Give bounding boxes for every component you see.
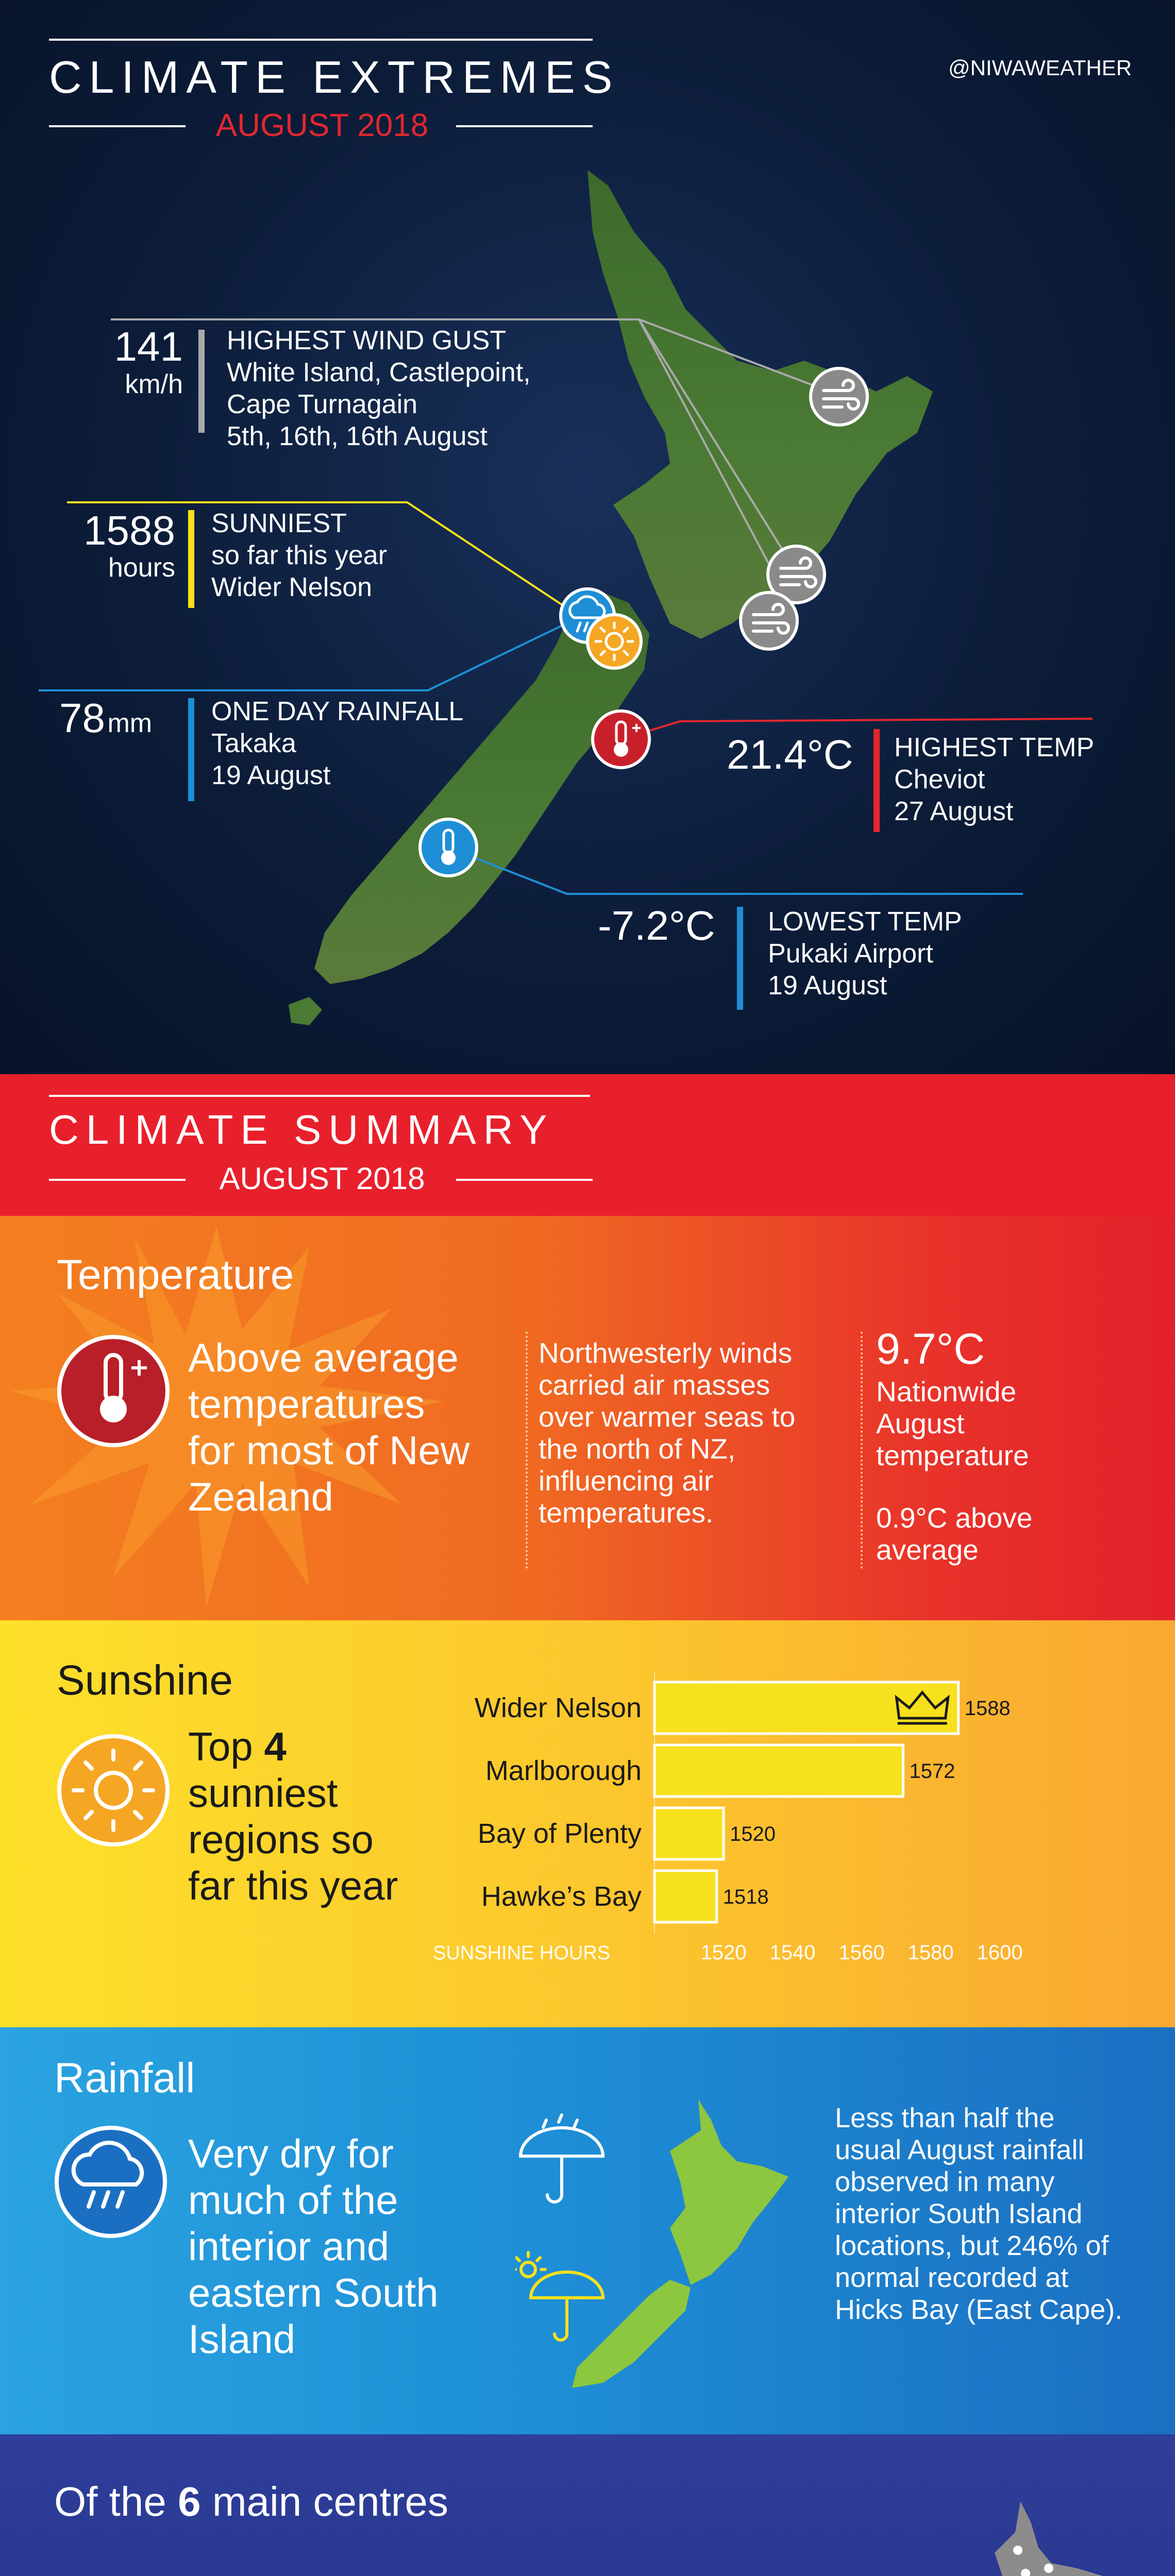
temperature-main-line: Zealand [188,1474,333,1519]
chart-bar [654,1745,903,1797]
hightemp-line1: Cheviot [894,765,985,794]
sun-title: SUNNIEST [211,509,347,538]
sunshine-section [0,1620,1175,2027]
chart-tick-label: 1600 [977,1941,1023,1964]
thermometer-hot-icon [54,1332,173,1450]
chart-axis-label: SUNSHINE HOURS [433,1942,611,1964]
sunshine-main-text [188,1723,398,1909]
rainfall-detail-line: Hicks Bay (East Cape). [835,2294,1123,2325]
rain-bar [188,698,194,801]
temperature-detail-line: over warmer seas to [539,1401,796,1433]
summary-header-section [0,1074,1175,1216]
chart-value-label: 1520 [730,1823,776,1845]
rainfall-map [515,2089,825,2388]
lowtemp-line1: Pukaki Airport [768,939,933,969]
centres-heading-rest: main centres [200,2479,448,2524]
summary-subtitle: AUGUST 2018 [219,1161,425,1196]
hightemp-bar [874,729,880,832]
sun-bar [188,510,194,608]
rainfall-south-island [572,2280,691,2388]
wind-details [227,325,531,452]
sunshine-main-line: sunniest [188,1770,338,1816]
rainfall-detail-line: interior South Island [835,2198,1083,2229]
wind-value: 141 [114,324,183,369]
temperature-section [0,1216,1175,1620]
temperature-detail-line: temperatures. [539,1497,714,1529]
rainfall-north-island [670,2099,788,2285]
chart-category-label: Bay of Plenty [477,1818,642,1849]
lowtemp-title: LOWEST TEMP [768,907,962,937]
thermometer-cold-icon [420,819,477,876]
summary-rule-top [49,1095,590,1097]
temperature-divider-2 [861,1332,863,1569]
sunshine-heading: Sunshine [57,1657,233,1704]
rainfall-detail-line: usual August rainfall [835,2134,1084,2165]
sunshine-main-first-line [188,1723,398,1770]
temperature-main-line: for most of New [188,1428,470,1473]
chart-category-label: Wider Nelson [474,1692,642,1723]
rain-number: 78 [59,695,105,741]
wind-bar [198,330,205,433]
sun-line1: so far this year [211,540,388,570]
chart-value-label: 1572 [909,1760,955,1783]
rain-line2: 19 August [211,760,331,790]
sun-line2: Wider Nelson [211,572,373,602]
rainfall-main-line: Very dry for [188,2131,394,2176]
temperature-detail-line: carried air masses [539,1369,770,1401]
wind-line2: Cape Turnagain [227,389,418,419]
temperature-anomaly [876,1502,1032,1566]
summary-rule-left [49,1179,186,1181]
thermometer-hot-icon [593,711,649,768]
rainfall-detail-text [835,2102,1122,2326]
temperature-detail-line: influencing air [539,1465,714,1497]
rain-connector-line [39,618,577,690]
chart-tick-label: 1540 [769,1941,816,1964]
temperature-main-line: temperatures [188,1381,425,1427]
sunshine-main-prefix: Top [188,1724,264,1769]
temperature-detail-line: Northwesterly winds [539,1337,793,1369]
lowtemp-value: -7.2°C [598,903,715,948]
rainfall-main-line: Island [188,2316,296,2362]
sunshine-main-line: far this year [188,1863,398,1908]
temperature-anomaly-line: average [876,1534,979,1566]
sun-icon [588,615,641,668]
temperature-anomaly-line: 0.9°C above [876,1502,1033,1534]
chart-category-label: Hawke’s Bay [481,1881,642,1912]
rainfall-main-line: much of the [188,2177,398,2223]
hightemp-title: HIGHEST TEMP [894,733,1095,762]
rainfall-main-line: interior and [188,2224,390,2269]
wind-unit: km/h [125,369,183,399]
centres-section [0,2434,1175,2576]
chart-value-label: 1518 [723,1886,769,1908]
sun-details [211,507,387,603]
wind-line3: 5th, 16th, 16th August [227,421,488,451]
chart-bar [654,1871,717,1922]
temperature-main-text [188,1334,469,1520]
twitter-handle: @NIWAWEATHER [948,56,1132,80]
centres-heading-prefix: Of the [54,2479,178,2524]
temperature-divider-1 [526,1332,528,1569]
chart-category-label: Marlborough [485,1755,642,1786]
chart-tick-label: 1520 [700,1941,747,1964]
north-island-shape [588,170,933,639]
wind-title: HIGHEST WIND GUST [227,326,507,355]
umbrella-rain-icon [521,2115,603,2202]
extremes-section [0,0,1175,1074]
temperature-stat-line: Nationwide [876,1376,1017,1408]
centres-heading-number: 6 [178,2479,201,2524]
wind-icon [741,592,797,649]
nz-map [0,0,1175,1074]
page-title: CLIMATE EXTREMES [49,52,620,103]
temperature-stat-line: August [876,1408,965,1439]
centres-map [922,2491,1139,2576]
rain-line1: Takaka [211,728,296,758]
rainfall-heading: Rainfall [54,2055,195,2102]
sun-unit: hours [108,553,175,583]
lowtemp-line2: 19 August [768,971,887,1001]
rainfall-main-line: eastern South [188,2270,439,2315]
rainfall-detail-line: Less than half the [835,2103,1055,2133]
lowtemp-connector-line [448,848,1023,894]
temperature-detail-text [539,1337,795,1529]
sunshine-main-line: regions so [188,1817,374,1862]
sun-value: 1588 [83,507,175,553]
rainfall-section [0,2027,1175,2434]
summary-title: CLIMATE SUMMARY [49,1107,555,1153]
chart-value-label: 1588 [964,1697,1011,1720]
rain-details [211,696,463,791]
sunshine-bar-chart [433,1651,1154,2012]
hightemp-details [894,732,1094,827]
rain-unit: mm [107,708,153,738]
chart-tick-label: 1580 [908,1941,954,1964]
wind-line1: White Island, Castlepoint, [227,358,531,387]
lowtemp-bar [737,907,743,1010]
rainfall-detail-line: locations, but 246% of [835,2230,1109,2261]
page-subtitle: AUGUST 2018 [215,108,429,143]
rainfall-detail-line: normal recorded at [835,2262,1069,2293]
rain-title: ONE DAY RAINFALL [211,697,464,726]
temperature-main-line: Above average [188,1335,459,1380]
umbrella-sun-icon [515,2252,603,2340]
rainfall-main-text [188,2130,439,2362]
sun-icon [54,1731,173,1850]
rain-value [59,694,152,742]
centres-heading [54,2478,448,2526]
hightemp-value: 21.4°C [727,732,853,777]
sunshine-main-number: 4 [264,1724,287,1769]
summary-rule-right [456,1179,593,1181]
stewart-island-shape [289,997,322,1025]
wind-icon [811,368,867,425]
lowtemp-details [768,906,962,1002]
temperature-stat-line: temperature [876,1439,1029,1471]
rain-cloud-icon [52,2123,170,2241]
rainfall-detail-line: observed in many [835,2166,1055,2197]
chart-tick-label: 1560 [838,1941,885,1964]
temperature-heading: Temperature [57,1251,294,1298]
temperature-stat-value: 9.7°C [876,1325,985,1373]
temperature-stat-label [876,1376,1029,1471]
map-dot-tauranga [1044,2564,1053,2573]
temperature-detail-line: the north of NZ, [539,1433,736,1465]
hightemp-line2: 27 August [894,796,1014,826]
chart-bar [654,1808,724,1859]
map-dot-auckland [1013,2546,1022,2555]
chart-bar [654,1682,959,1734]
